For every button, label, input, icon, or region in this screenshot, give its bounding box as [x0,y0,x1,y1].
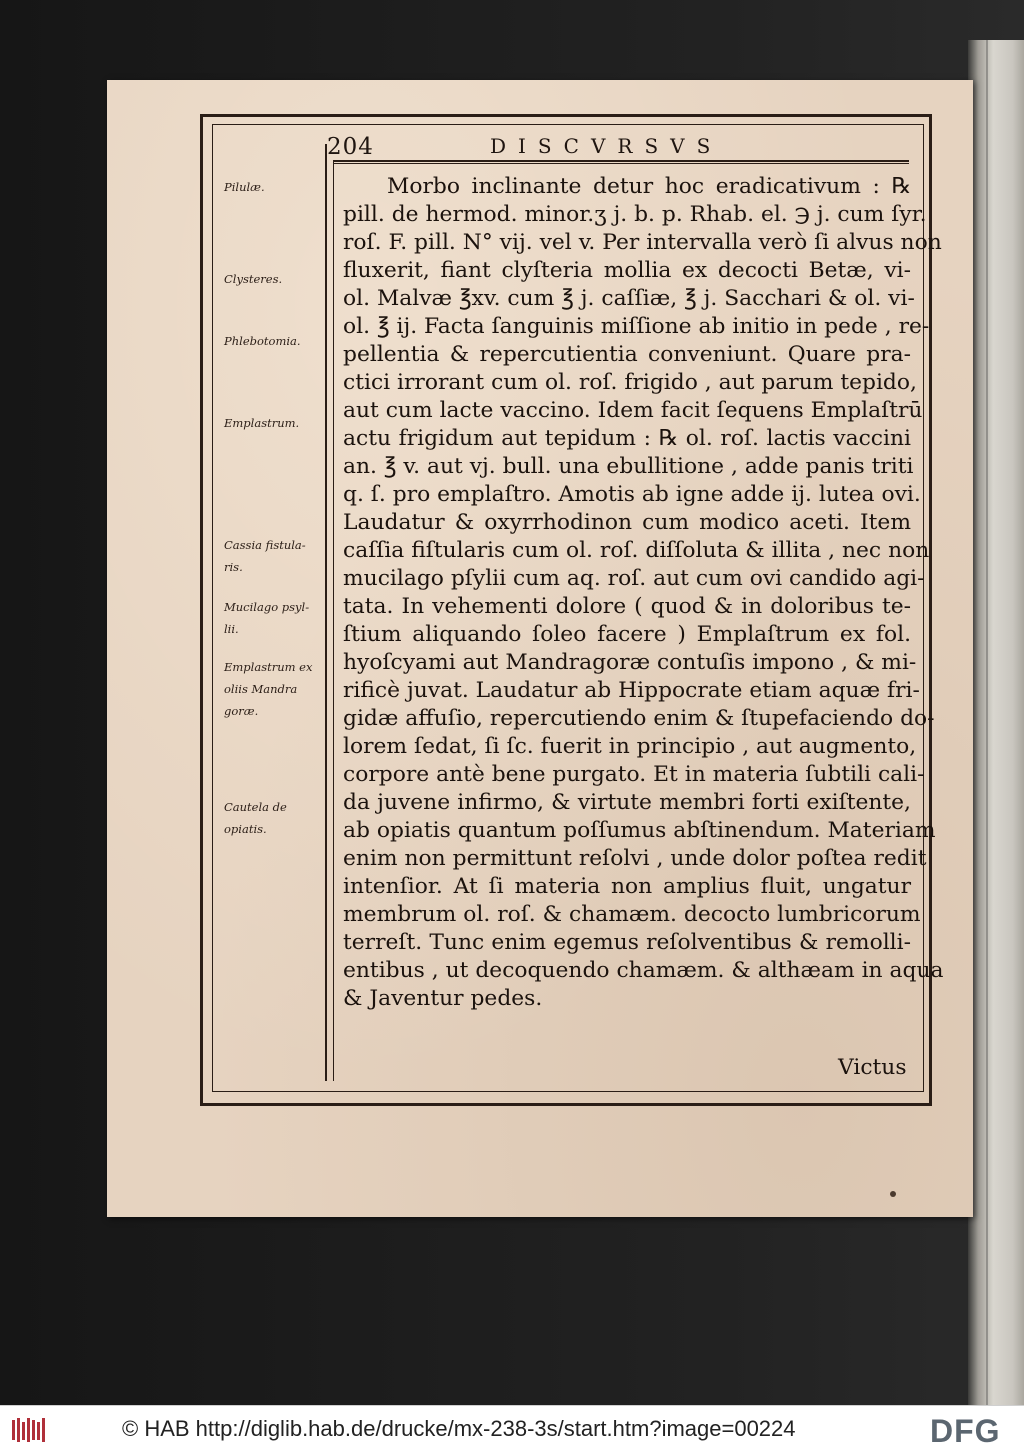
header-rule [333,160,909,162]
margin-note-cautela: Cautela de opiatis. [224,800,287,836]
text-line: pill. de hermod. minor.ʒ j. b. p. Rhab. el. ℈ j. cum ſyr. [343,202,927,227]
margin-note-clysteres: Clysteres. [224,272,283,286]
body-text [343,173,944,1013]
text-line: aut cum lacte vaccino. Idem facit ſequens Emplaſtrū [343,398,923,423]
paper-speck [890,1191,896,1197]
text-line: lorem ſedat, ſi ſc. fuerit in principio , aut augmento, [343,734,917,759]
text-line: gidæ affuſio, repercutiendo enim & ſtupefaciendo do- [343,706,935,731]
text-line: tata. In vehementi dolore ( quod & in doloribus te- [343,594,911,619]
text-line: ab opiatis quantum poſſumus abſtinendum. Materiam [343,818,936,843]
margin-note-mucilago: Mucilago psyl-lii. [224,600,310,636]
text-line: roſ. F. pill. N° vij. vel v. Per intervalla verò ſi alvus non [343,230,942,255]
text-line: q. ſ. pro emplaſtro. Amotis ab igne adde ij. lutea ovi. [343,482,921,507]
text-line: & Javentur pedes. [343,986,543,1011]
header-rule-thin [333,163,909,164]
running-head: DISCVRSVS [490,134,723,158]
margin-note-emplastrum-mandragorae: Emplastrum ex oliis Mandra goræ. [224,660,313,718]
text-line: ctici irrorant cum ol. roſ. frigido , aut parum tepido, [343,370,917,395]
margin-note-cassia: Cassia fistula-ris. [224,538,306,574]
text-line: an. ℥ v. aut vj. bull. una ebullitione , adde panis triti [343,454,914,479]
text-line: corpore antè bene purgato. Et in materia ſubtili cali- [343,762,925,787]
text-line: actu frigidum aut tepidum : ℞ ol. roſ. lactis vaccini [343,426,911,451]
text-line: enim non permittunt reſolvi , unde dolor poſtea redit [343,846,927,871]
margin-note-phlebotomia: Phlebotomia. [224,334,301,348]
text-line: intenſior. At ſi materia non amplius fluit, ungatur [343,874,911,899]
text-line: hyoſcyami aut Mandragoræ contuſis impono , & mi- [343,650,917,675]
text-line: rificè juvat. Laudatur ab Hippocrate etiam aquæ fri- [343,678,920,703]
image-credit-link[interactable]: © HAB http://diglib.hab.de/drucke/mx-238-3s/start.htm?image=00224 [122,1416,796,1441]
text-line: entibus , ut decoquendo chamæm. & althæam in aqua [343,958,944,983]
text-line: terreſt. Tunc enim egemus reſolventibus & remolli- [343,930,911,955]
dfg-logo: DFG [930,1413,1001,1449]
text-line: membrum ol. roſ. & chamæm. decocto lumbricorum [343,902,921,927]
text-line: ol. ℥ ij. Facta ſanguinis miſſione ab initio in pede , re- [343,314,930,339]
text-line: Laudatur & oxyrrhodinon cum modico aceti. Item [343,510,911,535]
hab-logo-icon [10,1416,50,1444]
catchword: Victus [838,1055,907,1080]
text-line: mucilago pſylii cum aq. roſ. aut cum ovi candido agi- [343,566,925,591]
text-line: da juvene infirmo, & virtute membri forti exiſtente, [343,790,911,815]
text-line: pellentia & repercutientia conveniunt. Quare pra- [343,342,911,367]
margin-note-pilulae: Pilulæ. [224,180,265,194]
text-line: Morbo inclinante detur hoc eradicativum : ℞ [387,174,911,199]
adjacent-page-edge [968,40,1024,1405]
text-line: fluxerit, fiant clyſteria mollia ex decocti Betæ, vi- [343,258,911,283]
margin-rule-inner [333,160,334,1081]
viewer-footer [0,1405,1024,1454]
text-line: ol. Malvæ ℥xv. cum ℥ j. caſſiæ, ℥ j. Sacchari & ol. vi- [343,286,915,311]
page-number: 204 [327,134,374,160]
margin-note-emplastrum: Emplastrum. [224,416,300,430]
text-line: ſtium aliquando ſoleo facere ) Emplaſtrum ex fol. [343,622,911,647]
margin-rule [325,144,327,1081]
text-line: caſſia fiſtularis cum ol. roſ. diſſoluta & illita , nec non [343,538,930,563]
